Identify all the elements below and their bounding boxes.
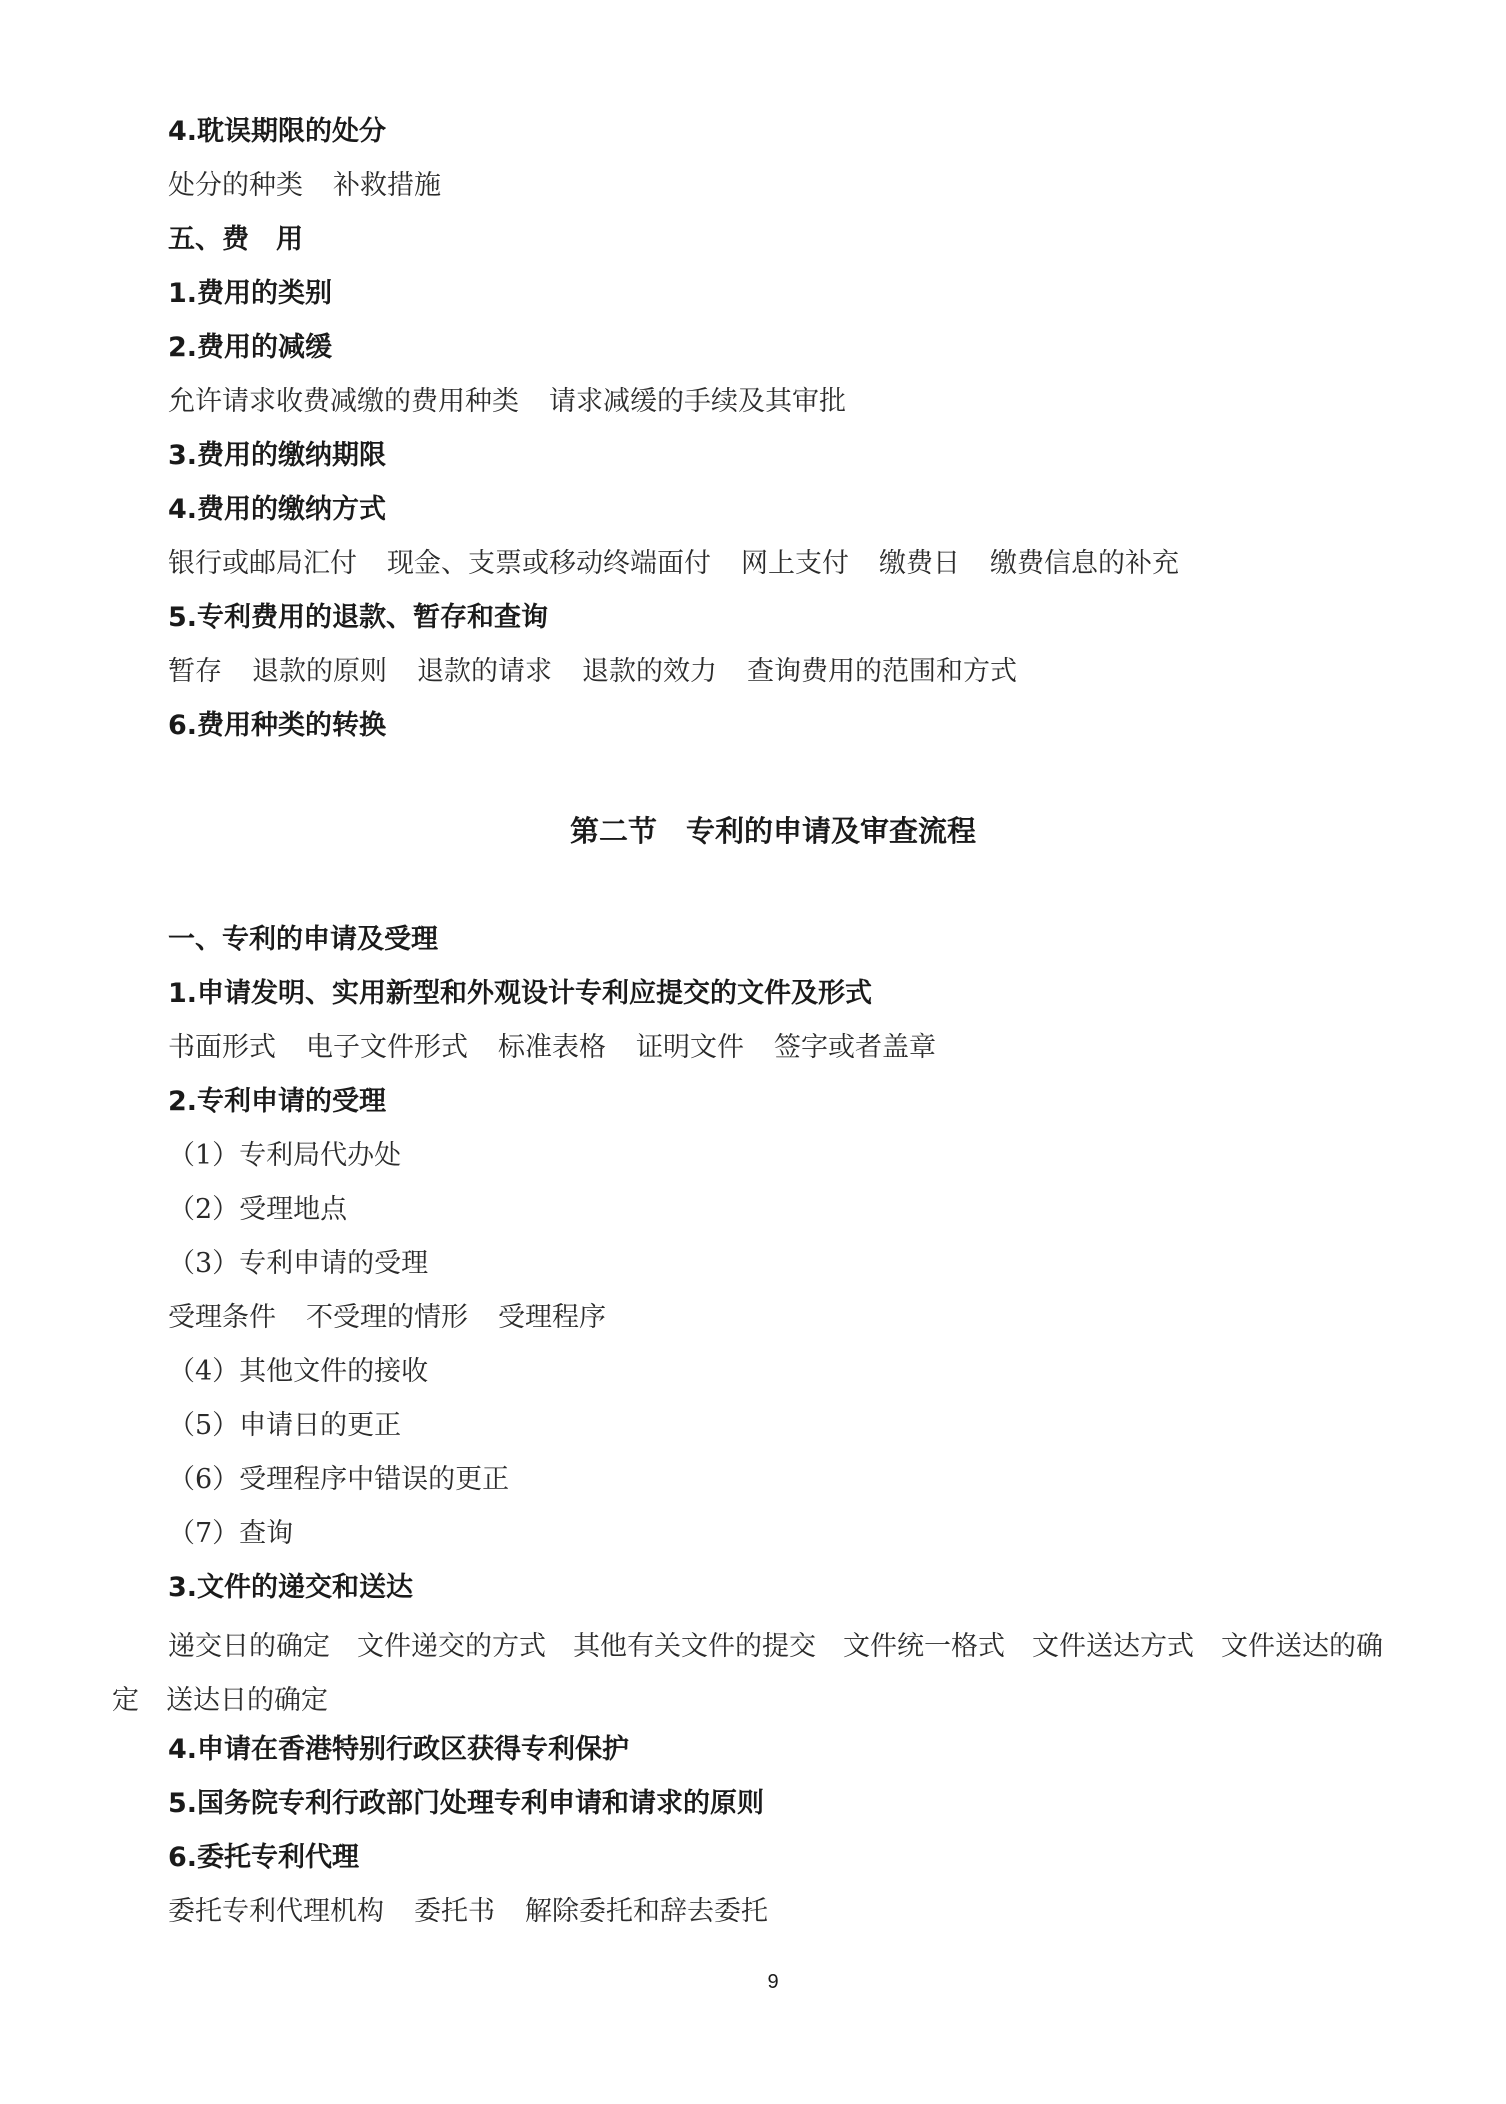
text-line: （3）专利申请的受理 bbox=[168, 1248, 429, 1279]
text-item: 网上支付 bbox=[741, 548, 849, 579]
text-item: 退款的请求 bbox=[417, 656, 552, 687]
text-item: 签字或者盖章 bbox=[774, 1032, 936, 1063]
text-line bbox=[168, 166, 441, 206]
text-item: 受理程序 bbox=[498, 1302, 606, 1333]
heading-delivery: 3.文件的递交和送达 bbox=[168, 1572, 414, 1603]
text-line bbox=[168, 1028, 936, 1068]
heading-fee-deadline: 3.费用的缴纳期限 bbox=[168, 440, 387, 471]
text-line bbox=[168, 1298, 606, 1338]
heading-delay-disposal: 4.耽误期限的处分 bbox=[168, 116, 387, 147]
text-line bbox=[168, 544, 1179, 584]
text-item: 证明文件 bbox=[636, 1032, 744, 1063]
heading-agency: 6.委托专利代理 bbox=[168, 1842, 360, 1873]
heading-fee-reduction: 2.费用的减缓 bbox=[168, 332, 333, 363]
text-item: 退款的原则 bbox=[252, 656, 387, 687]
text-item: 书面形式 bbox=[168, 1032, 276, 1063]
text-line: （6）受理程序中错误的更正 bbox=[168, 1464, 510, 1495]
text-item: 受理条件 bbox=[168, 1302, 276, 1333]
heading-fees: 五、费 用 bbox=[168, 224, 303, 255]
text-item: 现金、支票或移动终端面付 bbox=[387, 548, 711, 579]
text-item: 缴费日 bbox=[879, 548, 960, 579]
text-item: 委托专利代理机构 bbox=[168, 1896, 384, 1927]
heading-hongkong-protection: 4.申请在香港特别行政区获得专利保护 bbox=[168, 1734, 630, 1765]
text-line bbox=[168, 382, 846, 422]
text-line: （2）受理地点 bbox=[168, 1194, 348, 1225]
text-item: 电子文件形式 bbox=[306, 1032, 468, 1063]
section-title: 第二节 专利的申请及审查流程 bbox=[569, 814, 976, 848]
page-number: 9 bbox=[767, 1971, 779, 1993]
text-item: 允许请求收费减缴的费用种类 bbox=[168, 386, 519, 417]
heading-fee-refund: 5.专利费用的退款、暂存和查询 bbox=[168, 602, 549, 633]
text-item: 处分的种类 bbox=[168, 170, 303, 201]
text-item: 解除委托和辞去委托 bbox=[525, 1896, 768, 1927]
text-item: 标准表格 bbox=[498, 1032, 606, 1063]
text-line bbox=[168, 1892, 768, 1932]
heading-fee-conversion: 6.费用种类的转换 bbox=[168, 710, 387, 741]
text-line: （7）查询 bbox=[168, 1518, 294, 1549]
text-line: （1）专利局代办处 bbox=[168, 1140, 402, 1171]
text-item: 退款的效力 bbox=[582, 656, 717, 687]
heading-principles: 5.国务院专利行政部门处理专利申请和请求的原则 bbox=[168, 1788, 765, 1819]
delivery-paragraph: 递交日的确定 文件递交的方式 其他有关文件的提交 文件统一格式 文件送达方式 文件送达的确定 送达日的确定 bbox=[112, 1631, 1383, 1716]
text-item: 银行或邮局汇付 bbox=[168, 548, 357, 579]
heading-application-documents: 1.申请发明、实用新型和外观设计专利应提交的文件及形式 bbox=[168, 978, 873, 1009]
heading-acceptance: 2.专利申请的受理 bbox=[168, 1086, 387, 1117]
text-line: （4）其他文件的接收 bbox=[168, 1356, 429, 1387]
text-line: （5）申请日的更正 bbox=[168, 1410, 402, 1441]
heading-application-acceptance: 一、专利的申请及受理 bbox=[168, 924, 438, 955]
text-item: 补救措施 bbox=[333, 170, 441, 201]
heading-fee-types: 1.费用的类别 bbox=[168, 278, 333, 309]
text-item: 不受理的情形 bbox=[306, 1302, 468, 1333]
text-item: 缴费信息的补充 bbox=[990, 548, 1179, 579]
text-item: 查询费用的范围和方式 bbox=[747, 656, 1017, 687]
heading-fee-payment-method: 4.费用的缴纳方式 bbox=[168, 494, 387, 525]
text-line bbox=[168, 652, 1017, 692]
text-item: 委托书 bbox=[414, 1896, 495, 1927]
text-item: 暂存 bbox=[168, 656, 222, 687]
text-item: 请求减缓的手续及其审批 bbox=[549, 386, 846, 417]
